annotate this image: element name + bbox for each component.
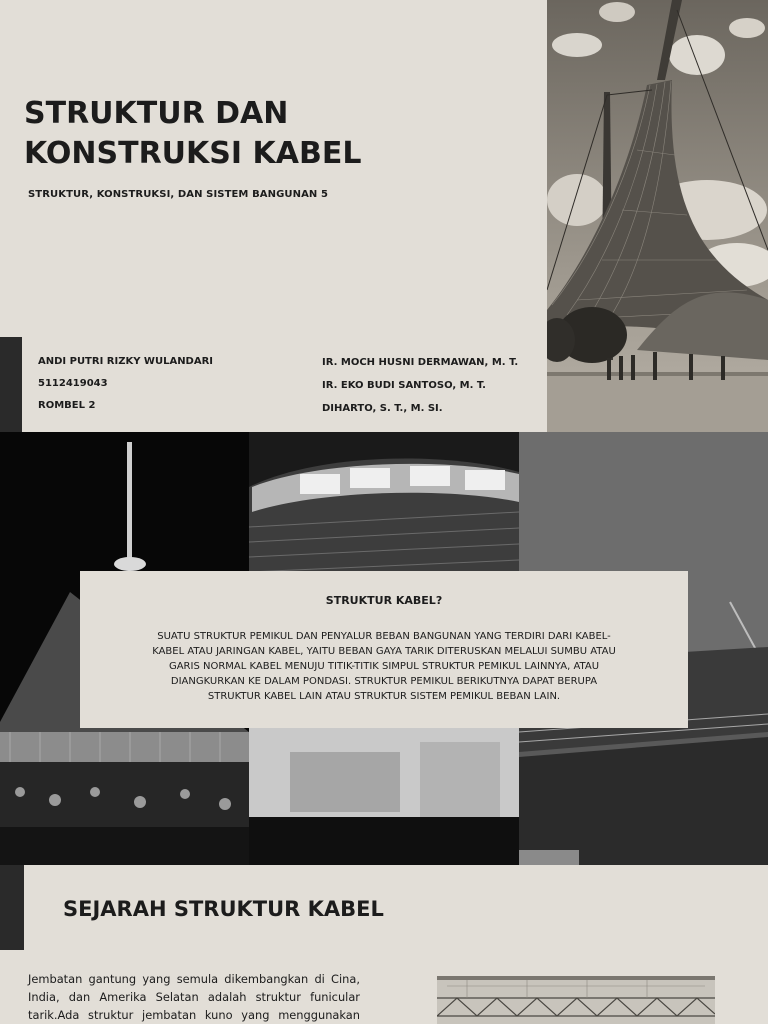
lecturer-2: IR. EKO BUDI SANTOSO, M. T. — [322, 380, 486, 391]
title-line-1: STRUKTUR DAN — [24, 96, 289, 131]
title-line-2: KONSTRUKSI KABEL — [24, 136, 362, 171]
definition-line: GARIS NORMAL KABEL MENUJU TITIK-TITIK SIMPUL STRUKTUR PEMIKUL LAINNYA, ATAU — [168, 661, 600, 672]
lecturer-3: DIHARTO, S. T., M. SI. — [322, 403, 443, 414]
history-paragraph — [28, 970, 360, 1024]
cable-roof-photo — [547, 0, 768, 432]
definition-line: KABEL ATAU JARINGAN KABEL, YAITU BEBAN GAYA TARIK DITERUSKAN MELALUI SUMBU ATAU — [152, 646, 616, 657]
page-subtitle: STRUKTUR, KONSTRUKSI, DAN SISTEM BANGUNAN 5 — [28, 189, 329, 200]
definition-body — [138, 629, 630, 704]
definition-line: DIANGKURKAN KE DALAM PONDASI. STRUKTUR PEMIKUL BERIKUTNYA DAPAT BERUPA — [170, 676, 598, 687]
history-line: Jembatan gantung yang semula dikembangkan di Cina, — [28, 972, 360, 986]
author-nim: 5112419043 — [38, 378, 108, 389]
info-panel — [22, 337, 547, 432]
section-panel — [24, 865, 768, 950]
history-line: tarik.Ada struktur jembatan kuno yang menggunakan — [28, 1008, 360, 1022]
truss-photo — [437, 976, 715, 1024]
history-line: India, dan Amerika Selatan adalah struktur funicular — [28, 990, 360, 1004]
page-title — [24, 94, 524, 174]
definition-heading: STRUKTUR KABEL? — [325, 594, 443, 607]
definition-box — [80, 571, 688, 728]
definition-line: SUATU STRUKTUR PEMIKUL DAN PENYALUR BEBAN BANGUNAN YANG TERDIRI DARI KABEL- — [157, 631, 611, 642]
author-rombel: ROMBEL 2 — [38, 400, 96, 411]
section-heading: SEJARAH STRUKTUR KABEL — [63, 897, 384, 921]
lecturer-1: IR. MOCH HUSNI DERMAWAN, M. T. — [322, 357, 519, 368]
author-name: ANDI PUTRI RIZKY WULANDARI — [38, 356, 214, 367]
definition-line: STRUKTUR KABEL LAIN ATAU STRUKTUR SISTEM PEMIKUL BEBAN LAIN. — [207, 691, 561, 702]
